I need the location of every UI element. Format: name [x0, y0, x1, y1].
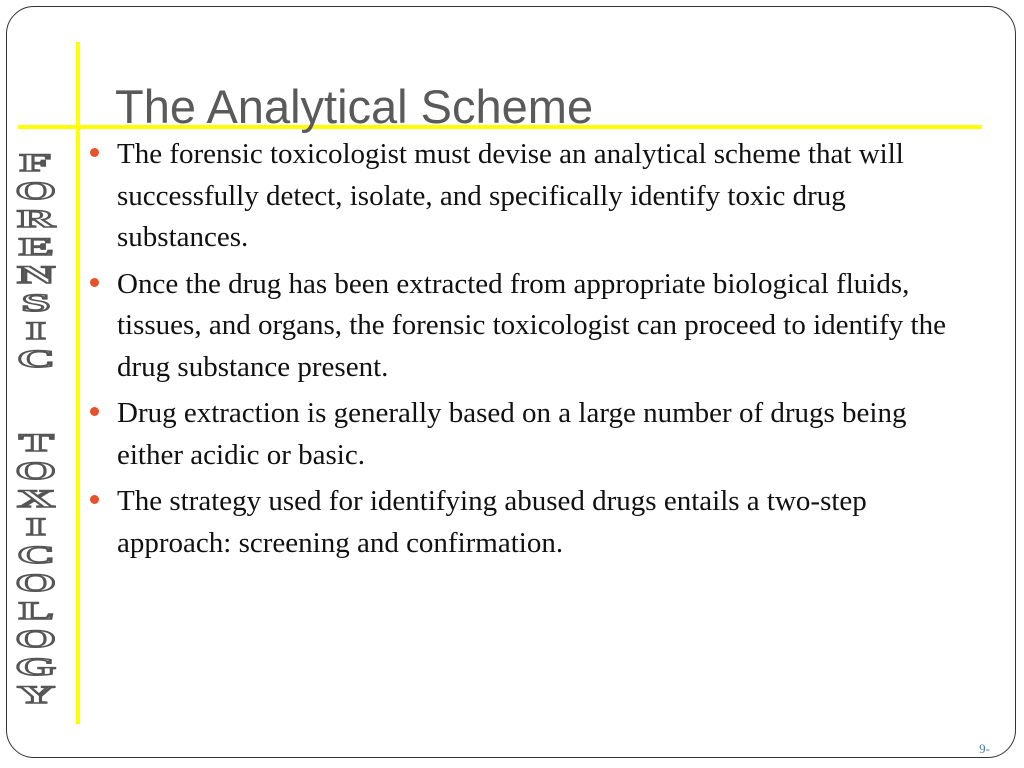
bullet-dot-icon	[90, 278, 99, 287]
banner-letter: C	[17, 346, 55, 373]
bullet-item	[86, 393, 946, 476]
vertical-accent-line	[76, 42, 80, 724]
page-number: 9-	[979, 741, 990, 756]
bullet-dot-icon	[90, 148, 99, 157]
bullet-text: The forensic toxicologist must devise an analytical scheme that will successfully detect, isolate, and specifically identify toxic drug substances.	[117, 138, 904, 253]
bullet-item	[86, 264, 946, 389]
banner-letter: T	[18, 430, 54, 457]
bullet-text: The strategy used for identifying abused drugs entails a two-step approach: screening and confirmation.	[117, 485, 867, 559]
bullet-list	[86, 134, 946, 569]
banner-letter: C	[17, 542, 55, 569]
bullet-text: Drug extraction is generally based on a large number of drugs being either acidic or basic.	[117, 397, 907, 471]
bullet-item	[86, 134, 946, 259]
bullet-item	[86, 481, 946, 564]
banner-letter: I	[25, 318, 47, 345]
banner-letter: O	[15, 458, 57, 485]
bullet-dot-icon	[90, 407, 99, 416]
banner-letter: O	[15, 570, 57, 597]
banner-letter: S	[21, 290, 51, 317]
bullet-dot-icon	[90, 495, 99, 504]
banner-letter: N	[17, 262, 55, 289]
side-banner-toxicology	[0, 430, 72, 710]
banner-letter: R	[17, 206, 55, 233]
side-banner-forensic	[0, 150, 72, 374]
banner-letter: X	[17, 486, 55, 513]
banner-letter: E	[18, 234, 54, 261]
slide-title: The Analytical Scheme	[115, 80, 594, 133]
banner-letter: F	[19, 150, 53, 177]
bullet-text: Once the drug has been extracted from appropriate biological fluids, tissues, and organs, the forensic toxicologist can proceed to identify the drug substance present.	[117, 267, 946, 383]
banner-letter: O	[15, 626, 57, 653]
banner-letter: G	[15, 654, 57, 681]
banner-letter: Y	[17, 682, 55, 709]
banner-letter: I	[25, 514, 47, 541]
banner-letter: O	[15, 178, 57, 205]
banner-letter: L	[18, 598, 54, 625]
